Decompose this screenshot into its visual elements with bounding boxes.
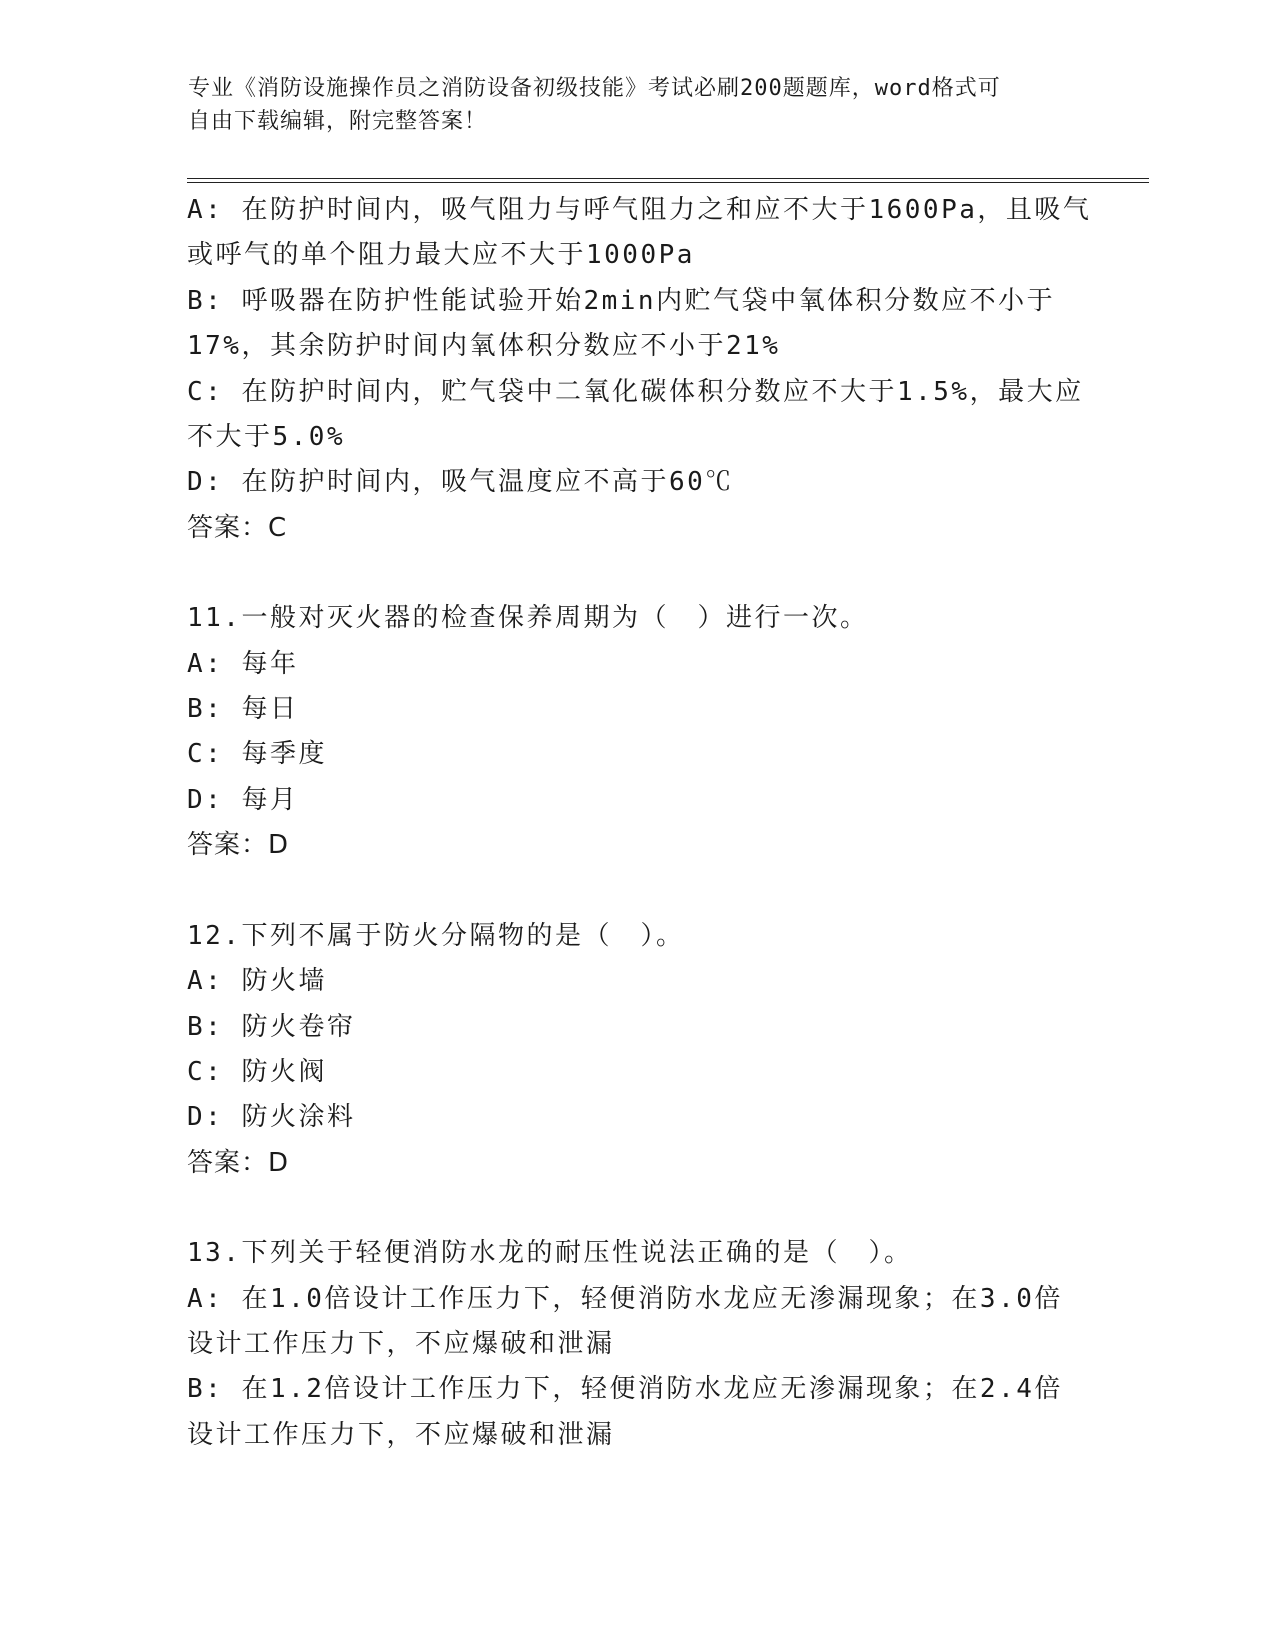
option-b: B: 防火卷帘 [187,1011,356,1042]
question-10-options [187,188,1092,551]
option-c: C: 每季度 [187,739,327,770]
option-b: B: 每日 [187,694,299,725]
option-d: D: 在防护时间内，吸气温度应不高于60℃ [187,467,734,498]
option-c: C: 防火阀 [187,1056,327,1087]
option-a: A: 每年 [187,648,299,679]
spacer [187,869,1087,914]
option-a-line-1: A: 在1.0倍设计工作压力下，轻便消防水龙应无渗漏现象；在3.0倍 [187,1283,1063,1314]
option-b-line-1: B: 在1.2倍设计工作压力下，轻便消防水龙应无渗漏现象；在2.4倍 [187,1374,1063,1405]
page-header [188,72,1068,138]
spacer [187,1186,1087,1231]
option-c-line-1: C: 在防护时间内，贮气袋中二氧化碳体积分数应不大于1.5%，最大应 [187,376,1084,407]
question-12 [187,914,1087,1186]
option-b-line-1: B: 呼吸器在防护性能试验开始2min内贮气袋中氧体积分数应不小于 [187,285,1056,316]
option-a-line-2: 或呼气的单个阻力最大应不大于1000Pa [187,240,695,271]
question-stem: 12.下列不属于防火分隔物的是（ ）。 [187,920,685,951]
question-11 [187,596,1087,868]
spacer [187,551,1087,596]
option-d: D: 每月 [187,784,299,815]
question-stem: 11.一般对灭火器的检查保养周期为（ ）进行一次。 [187,603,869,634]
option-b-line-2: 设计工作压力下，不应爆破和泄漏 [187,1419,615,1450]
answer: 答案：D [187,1147,290,1178]
option-a: A: 防火墙 [187,966,327,997]
header-double-rule [187,178,1149,183]
header-title-line-2: 自由下载编辑，附完整答案！ [188,109,488,134]
option-a-line-1: A: 在防护时间内，吸气阻力与呼气阻力之和应不大于1600Pa，且吸气 [187,195,1092,225]
question-13 [187,1231,1087,1458]
option-d: D: 防火涂料 [187,1102,356,1133]
question-stem: 13.下列关于轻便消防水龙的耐压性说法正确的是（ ）。 [187,1238,913,1269]
answer: 答案：C [187,512,288,543]
answer: 答案：D [187,830,290,861]
option-c-line-2: 不大于5.0% [187,422,346,453]
option-a-line-2: 设计工作压力下，不应爆破和泄漏 [187,1328,615,1359]
document-body [187,188,1092,1458]
option-b-line-2: 17%，其余防护时间内氧体积分数应不小于21% [187,331,781,362]
header-title-line-1: 专业《消防设施操作员之消防设备初级技能》考试必刷200题题库，word格式可 [188,76,1001,101]
